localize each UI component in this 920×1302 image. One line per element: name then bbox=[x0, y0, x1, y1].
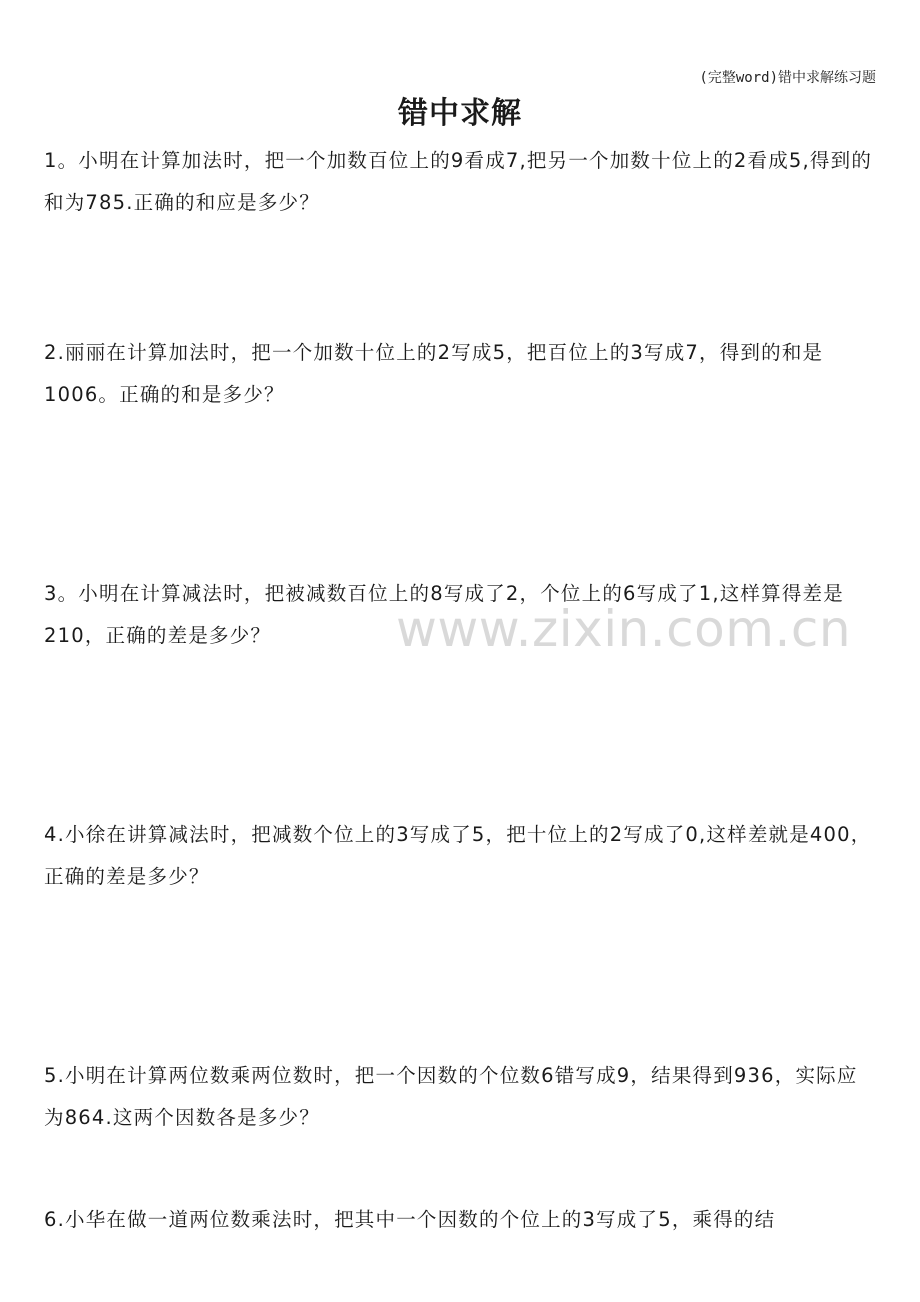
page-title: 错中求解 bbox=[398, 96, 522, 131]
question-1: 1。小明在计算加法时，把一个加数百位上的9看成7,把另一个加数十位上的2看成5,得到的和为785.正确的和应是多少？ bbox=[44, 149, 873, 214]
question-6: 6.小华在做一道两位数乘法时，把其中一个因数的个位上的3写成了5，乘得的结 bbox=[44, 1208, 776, 1231]
question-5: 5.小明在计算两位数乘两位数时，把一个因数的个位数6错写成9，结果得到936，实际应为864.这两个因数各是多少？ bbox=[44, 1064, 858, 1129]
question-3: 3。小明在计算减法时，把被减数百位上的8写成了2，个位上的6写成了1,这样算得差是210，正确的差是多少？ bbox=[44, 582, 844, 647]
watermark: www.zixin.com.cn bbox=[396, 600, 852, 658]
document-header: (完整word)错中求解练习题 bbox=[699, 70, 876, 86]
question-2: 2.丽丽在计算加法时，把一个加数十位上的2写成5，把百位上的3写成7，得到的和是1006。正确的和是多少？ bbox=[44, 341, 824, 406]
question-4: 4.小徐在讲算减法时，把减数个位上的3写成了5，把十位上的2写成了0,这样差就是400，正确的差是多少？ bbox=[44, 823, 872, 888]
